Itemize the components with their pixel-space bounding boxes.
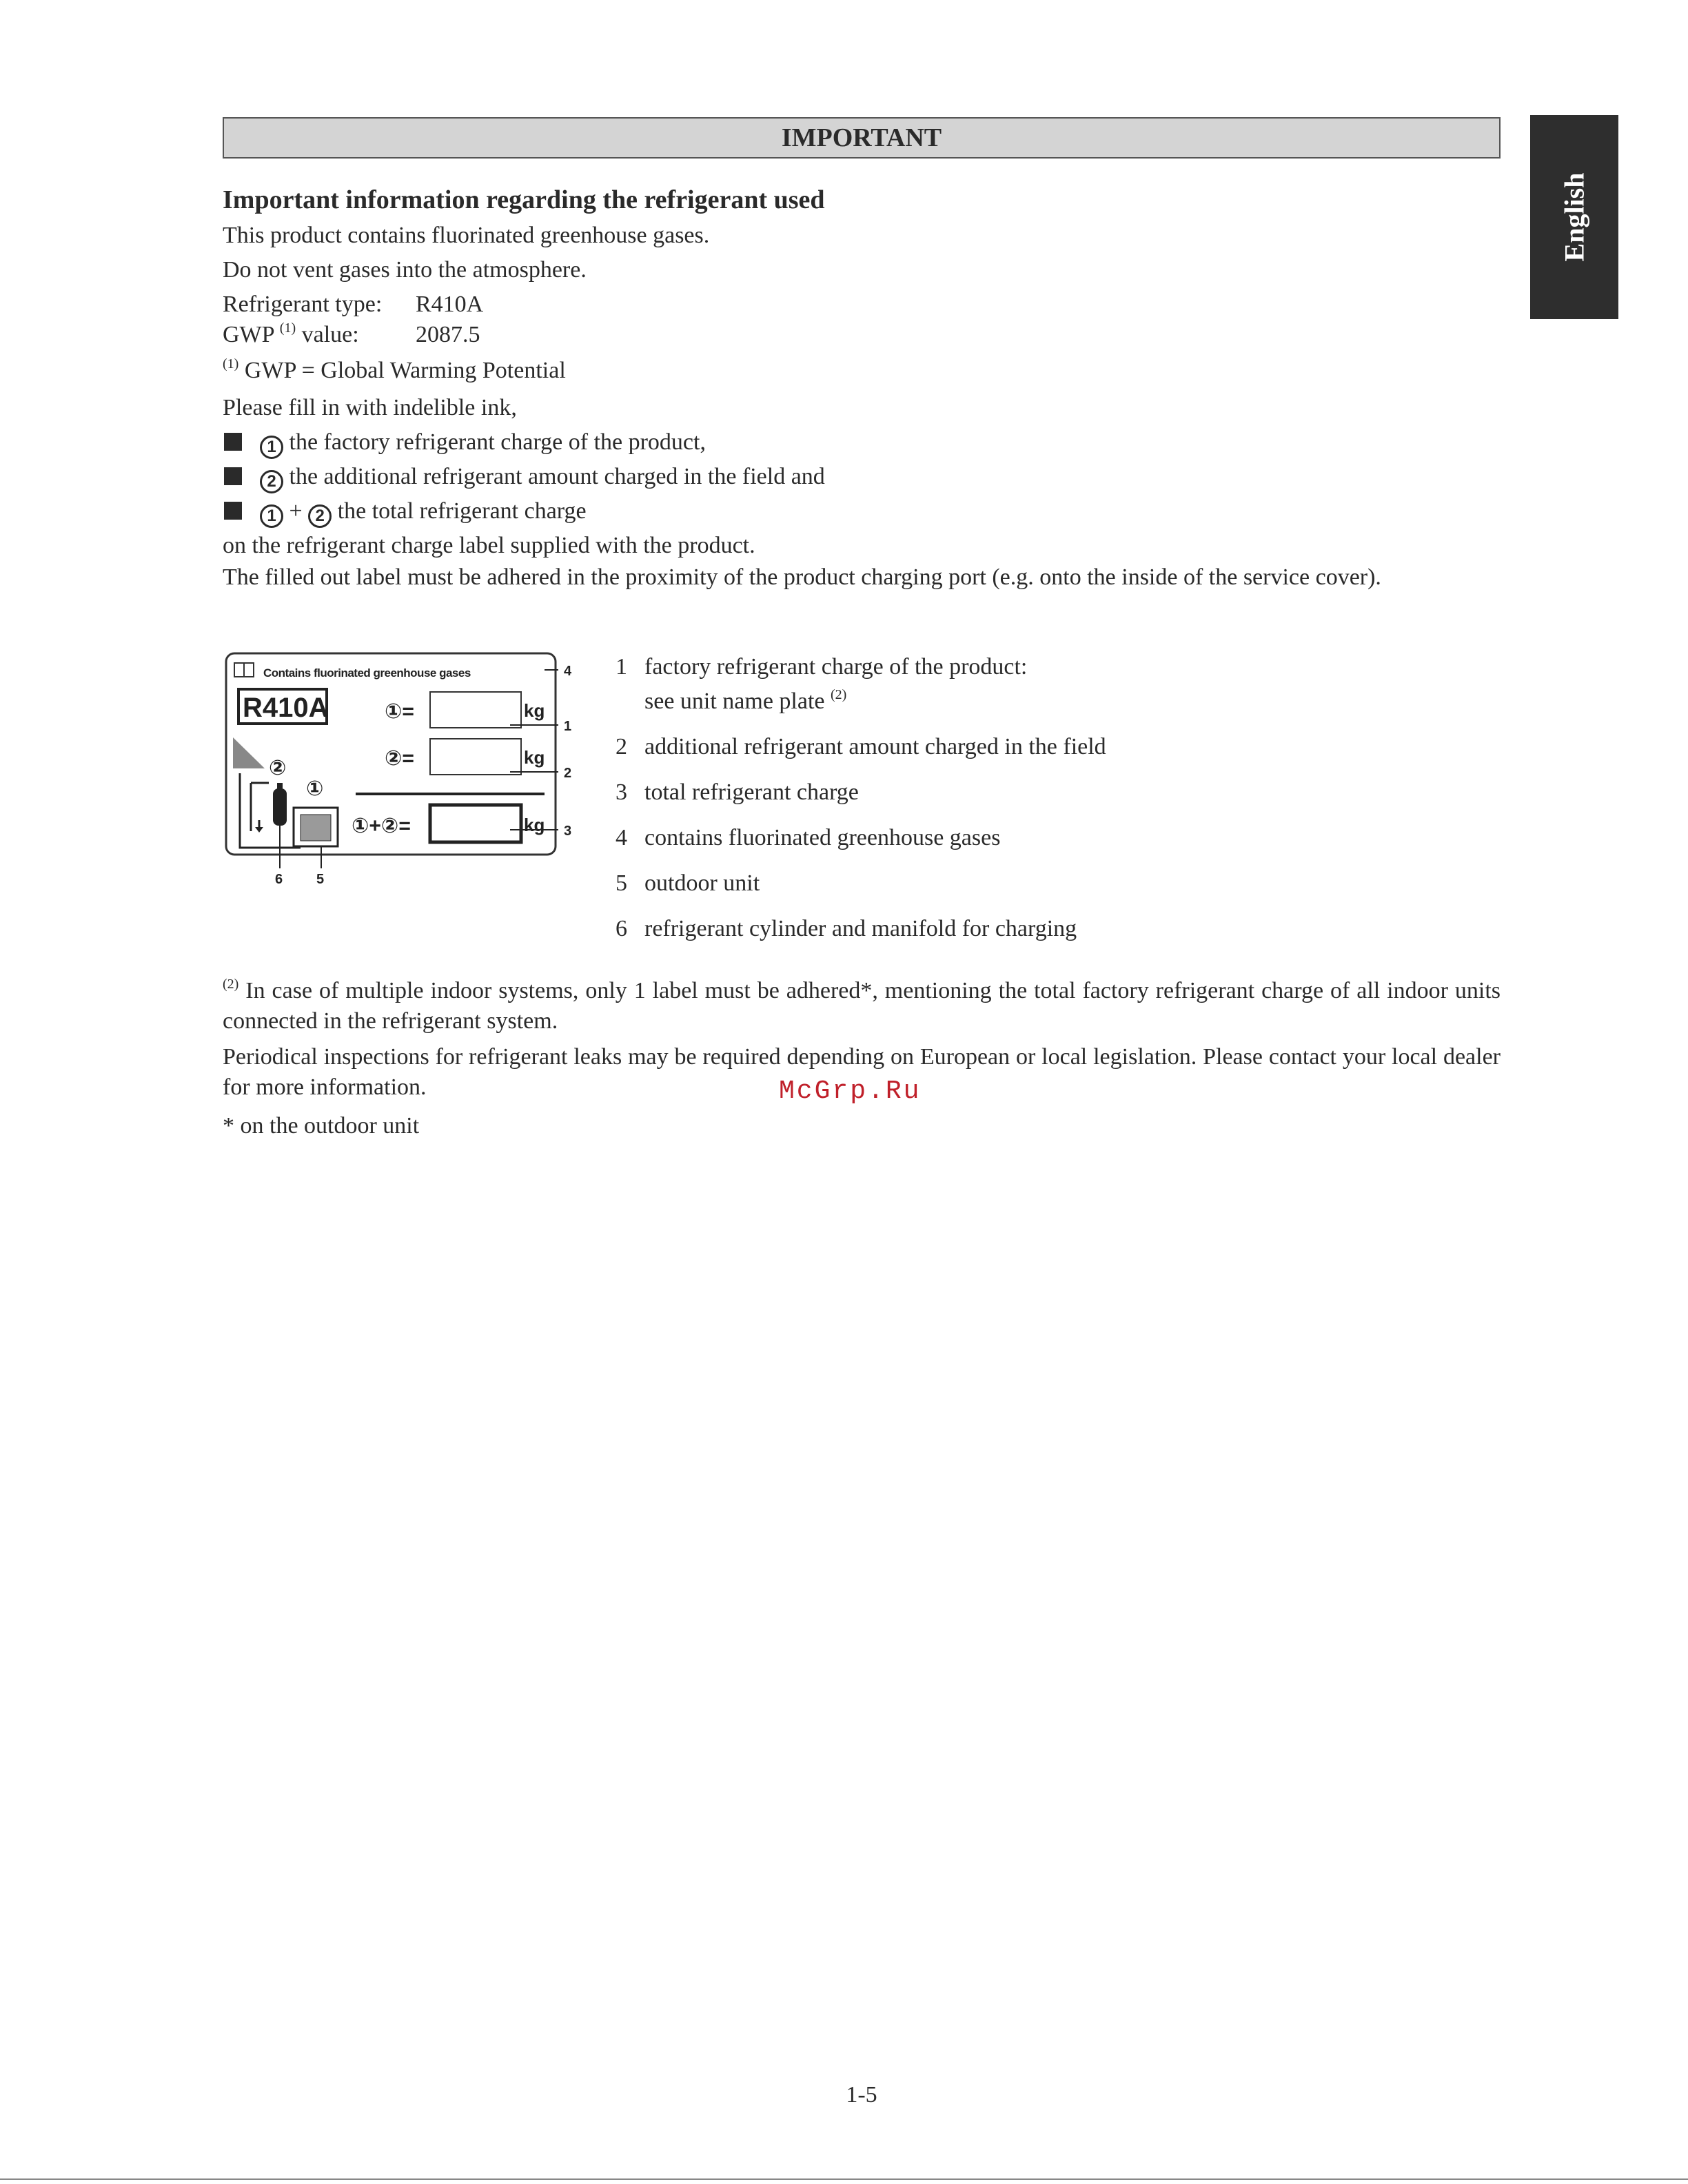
- after-bullets-line-1: on the refrigerant charge label supplied with the product.: [223, 533, 755, 558]
- gwp-label-text: GWP: [223, 322, 274, 347]
- note-inspection: Periodical inspections for refrigerant leaks may be required depending on European or local legislation. Please contact your local dealer for more information.: [223, 1044, 1501, 1100]
- row3-prefix: ①+②=: [352, 815, 411, 837]
- row1-unit: kg: [524, 700, 545, 721]
- legend-number: 3: [616, 779, 627, 805]
- bottom-rule: [0, 2178, 1688, 2180]
- page-number: 1-5: [846, 2082, 877, 2108]
- bullet-square-icon: [224, 467, 242, 485]
- legend-item-3: [616, 777, 859, 808]
- legend-text: contains fluorinated greenhouse gases: [644, 825, 1001, 850]
- figure-circle-2: ②: [269, 757, 287, 779]
- refrigerant-type-label: Refrigerant type:: [223, 292, 383, 317]
- circled-number-2: 2: [260, 470, 283, 493]
- row3-box: [430, 805, 521, 842]
- legend-text: total refrigerant charge: [644, 779, 859, 805]
- legend-item-6: [616, 914, 1077, 944]
- legend-number: 5: [616, 870, 627, 896]
- callout-6: 6: [275, 872, 283, 887]
- plus-sign: +: [289, 498, 303, 524]
- intro-line-1: This product contains fluorinated greenhouse gases.: [223, 223, 710, 248]
- circled-number-2: 2: [308, 504, 332, 528]
- watermark: McGrp.Ru: [779, 1076, 922, 1106]
- refrigerant-type-value: R410A: [416, 292, 484, 317]
- legend-item-2: [616, 732, 1106, 762]
- row2-prefix: ②=: [385, 747, 414, 770]
- important-banner: IMPORTANT: [223, 117, 1501, 159]
- legend-number: 1: [616, 654, 627, 680]
- legend-subtext: see unit name plate: [644, 688, 825, 714]
- legend-item-4: [616, 823, 1000, 853]
- callout-1: 1: [564, 719, 572, 734]
- bullet-item-1: [224, 427, 706, 459]
- intro-line-2: Do not vent gases into the atmosphere.: [223, 257, 587, 283]
- gwp-label: [223, 320, 359, 350]
- section-heading: Important information regarding the refrigerant used: [223, 185, 825, 214]
- legend-text: additional refrigerant amount charged in the field: [644, 734, 1106, 759]
- legend-item-1: [616, 652, 1027, 682]
- refrigerant-type-box-text: R410A: [243, 693, 329, 723]
- gwp-note-marker: (1): [279, 320, 296, 336]
- callout-5: 5: [316, 872, 325, 887]
- row1-box: [430, 692, 521, 728]
- bullet-text: the additional refrigerant amount charged in the field and: [289, 464, 825, 489]
- bullet-text: the factory refrigerant charge of the product,: [289, 429, 706, 455]
- after-bullets-line-2: The filled out label must be adhered in the proximity of the product charging port (e.g. onto the inside of the service cover).: [223, 564, 1381, 590]
- note-marker: (2): [223, 977, 239, 992]
- bullet-item-3: [224, 496, 587, 528]
- row2-box: [430, 739, 521, 775]
- bullet-square-icon: [224, 433, 242, 451]
- refrigerant-charge-label-figure: [221, 648, 593, 889]
- label-header-text: Contains fluorinated greenhouse gases: [263, 666, 471, 680]
- language-tab-label: English: [1558, 172, 1590, 262]
- note-asterisk: * on the outdoor unit: [223, 1113, 420, 1139]
- legend-item-1-sub: [644, 686, 846, 717]
- circled-number-1: 1: [260, 436, 283, 459]
- callout-3: 3: [564, 824, 572, 839]
- legend-text: outdoor unit: [644, 870, 760, 896]
- circled-number-1: 1: [260, 504, 283, 528]
- row3-unit: kg: [524, 815, 545, 835]
- legend-number: 6: [616, 916, 627, 941]
- legend-item-5: [616, 868, 760, 899]
- gwp-label-suffix: value:: [301, 322, 359, 347]
- note-multiple-indoor: [223, 976, 1501, 1037]
- legend-number: 2: [616, 734, 627, 759]
- fill-intro: Please fill in with indelible ink,: [223, 395, 517, 420]
- callout-4: 4: [564, 664, 572, 679]
- bullet-square-icon: [224, 502, 242, 520]
- legend-number: 4: [616, 825, 627, 850]
- bullet-item-2: [224, 462, 825, 493]
- gwp-footnote: [223, 356, 566, 386]
- legend-sub-marker: (2): [831, 687, 847, 702]
- note-text: In case of multiple indoor systems, only 1 label must be adhered*, mentioning the total factory refrigerant charge of all indoor units connected in the refrigerant system.: [223, 978, 1501, 1034]
- figure-circle-1: ①: [306, 777, 324, 800]
- bullet-text: the total refrigerant charge: [337, 498, 587, 524]
- legend-text: factory refrigerant charge of the product:: [644, 654, 1028, 680]
- outdoor-unit-icon: [301, 815, 331, 841]
- row1-prefix: ①=: [385, 700, 414, 723]
- gwp-footnote-text: GWP = Global Warming Potential: [244, 358, 566, 383]
- gwp-footnote-marker: (1): [223, 356, 239, 371]
- gwp-value: 2087.5: [416, 322, 480, 347]
- callout-2: 2: [564, 766, 572, 781]
- language-tab: [1530, 115, 1618, 319]
- row2-unit: kg: [524, 747, 545, 768]
- legend-text: refrigerant cylinder and manifold for charging: [644, 916, 1077, 941]
